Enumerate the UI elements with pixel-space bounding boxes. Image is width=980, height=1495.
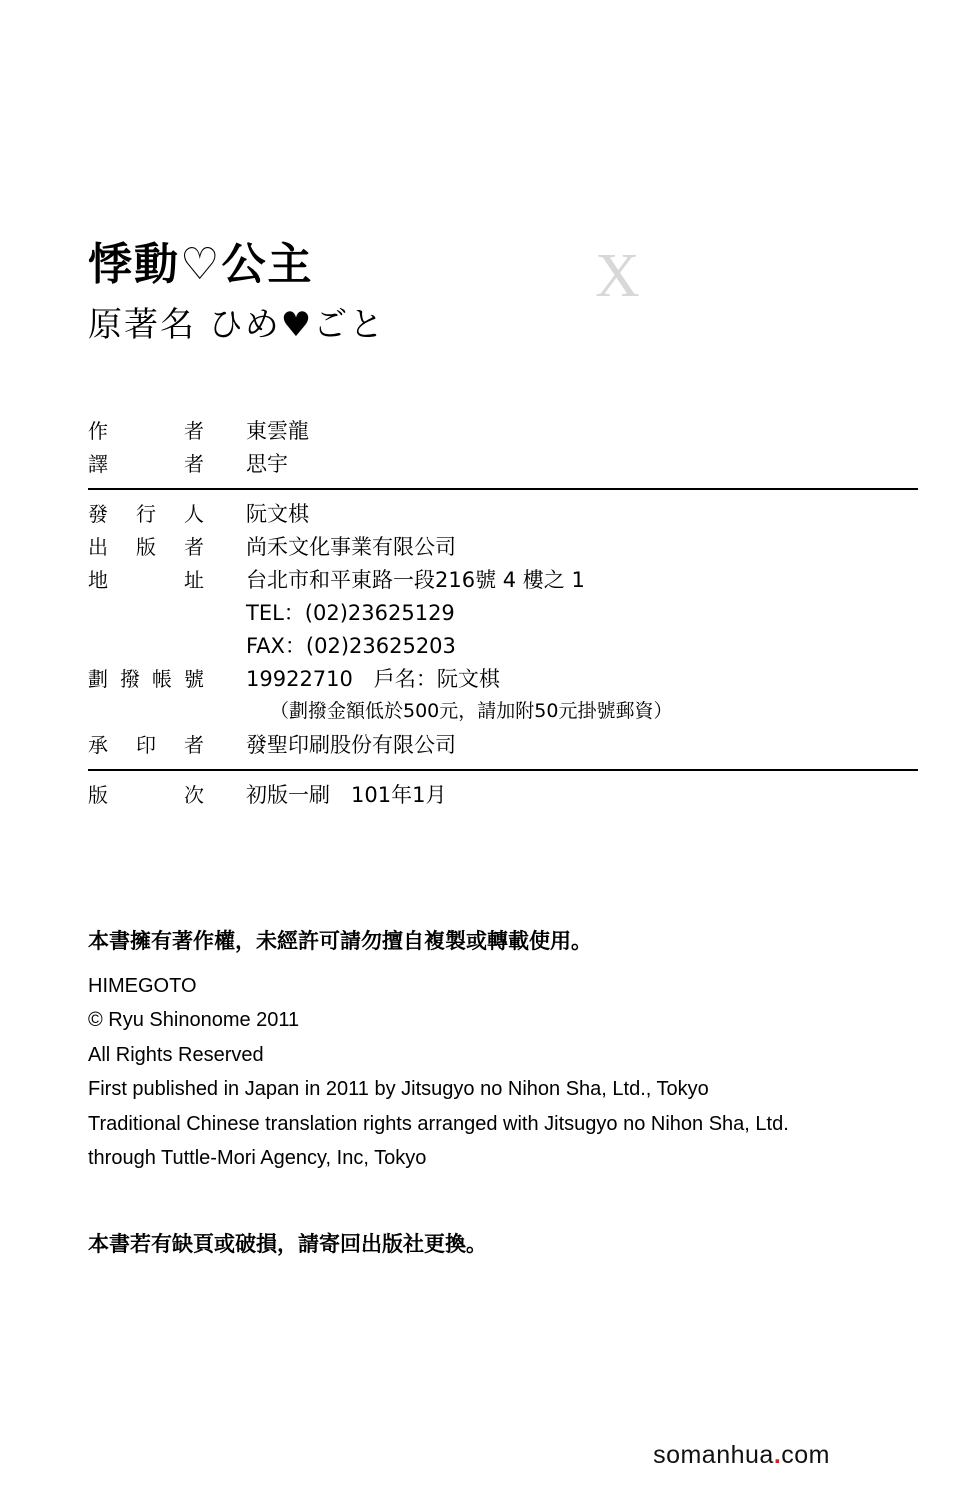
divider — [88, 488, 918, 490]
colophon-label: 承 印 者 — [88, 733, 204, 757]
notice-block — [88, 925, 918, 1175]
colophon-label: 發 行 人 — [88, 502, 204, 526]
copyright-line: Traditional Chinese translation rights arranged with Jitsugyo no Nihon Sha, Ltd. — [88, 1112, 789, 1135]
colophon-row — [88, 663, 918, 696]
site-watermark-prefix: somanhua — [653, 1441, 774, 1469]
colophon-row — [88, 729, 918, 762]
account-note: （劃撥金額低於500元，請加附50元掛號郵資） — [270, 700, 673, 722]
copyright-line: through Tuttle-Mori Agency, Inc, Tokyo — [88, 1146, 427, 1169]
colophon-row — [88, 415, 918, 448]
original-title: 原著名 ひめ♥ごと — [88, 304, 386, 345]
site-watermark-suffix: com — [781, 1441, 830, 1469]
watermark-letter: X — [595, 242, 640, 310]
colophon-value: 台北市和平東路一段216號 4 樓之 1 — [246, 568, 585, 592]
colophon-value: 思宇 — [246, 452, 288, 476]
colophon-label: 版 次 — [88, 783, 204, 807]
page-title: 悸動♡公主 — [88, 239, 314, 290]
colophon-row — [88, 531, 918, 564]
copyright-line: All Rights Reserved — [88, 1043, 264, 1066]
colophon-row — [88, 597, 918, 630]
colophon-row — [88, 564, 918, 597]
colophon-label: 劃 撥 帳 號 — [88, 667, 204, 691]
colophon-label: 作 者 — [88, 419, 204, 443]
site-watermark — [653, 1441, 830, 1470]
replacement-notice: 本書若有缺頁或破損，請寄回出版社更換。 — [88, 1232, 487, 1256]
colophon-row — [88, 696, 918, 729]
colophon-value: 阮文棋 — [246, 502, 309, 526]
colophon-table — [88, 415, 918, 812]
copyright-line: © Ryu Shinonome 2011 — [88, 1009, 300, 1032]
colophon-row — [88, 630, 918, 663]
colophon-row — [88, 448, 918, 481]
divider — [88, 769, 918, 771]
title-block — [88, 240, 888, 345]
colophon-label: 地 址 — [88, 568, 204, 592]
colophon-row — [88, 779, 918, 812]
copyright-line: HIMEGOTO — [88, 975, 197, 997]
copyright-notice-cn: 本書擁有著作權，未經許可請勿擅自複製或轉載使用。 — [88, 929, 592, 953]
site-watermark-dot: . — [773, 1441, 782, 1469]
fax-value: FAX：(02)23625203 — [246, 634, 456, 658]
colophon-value: 發聖印刷股份有限公司 — [246, 733, 456, 757]
colophon-label: 譯 者 — [88, 452, 204, 476]
colophon-value: 東雲龍 — [246, 419, 309, 443]
account-value: 19922710 戶名：阮文棋 — [246, 667, 500, 691]
colophon-value: 尚禾文化事業有限公司 — [246, 535, 456, 559]
edition-value: 初版一刷 101年1月 — [246, 783, 447, 807]
colophon-label: 出 版 者 — [88, 535, 204, 559]
colophon-row — [88, 498, 918, 531]
telephone-value: TEL：(02)23625129 — [246, 601, 455, 625]
copyright-line: First published in Japan in 2011 by Jitsugyo no Nihon Sha, Ltd., Tokyo — [88, 1078, 709, 1101]
